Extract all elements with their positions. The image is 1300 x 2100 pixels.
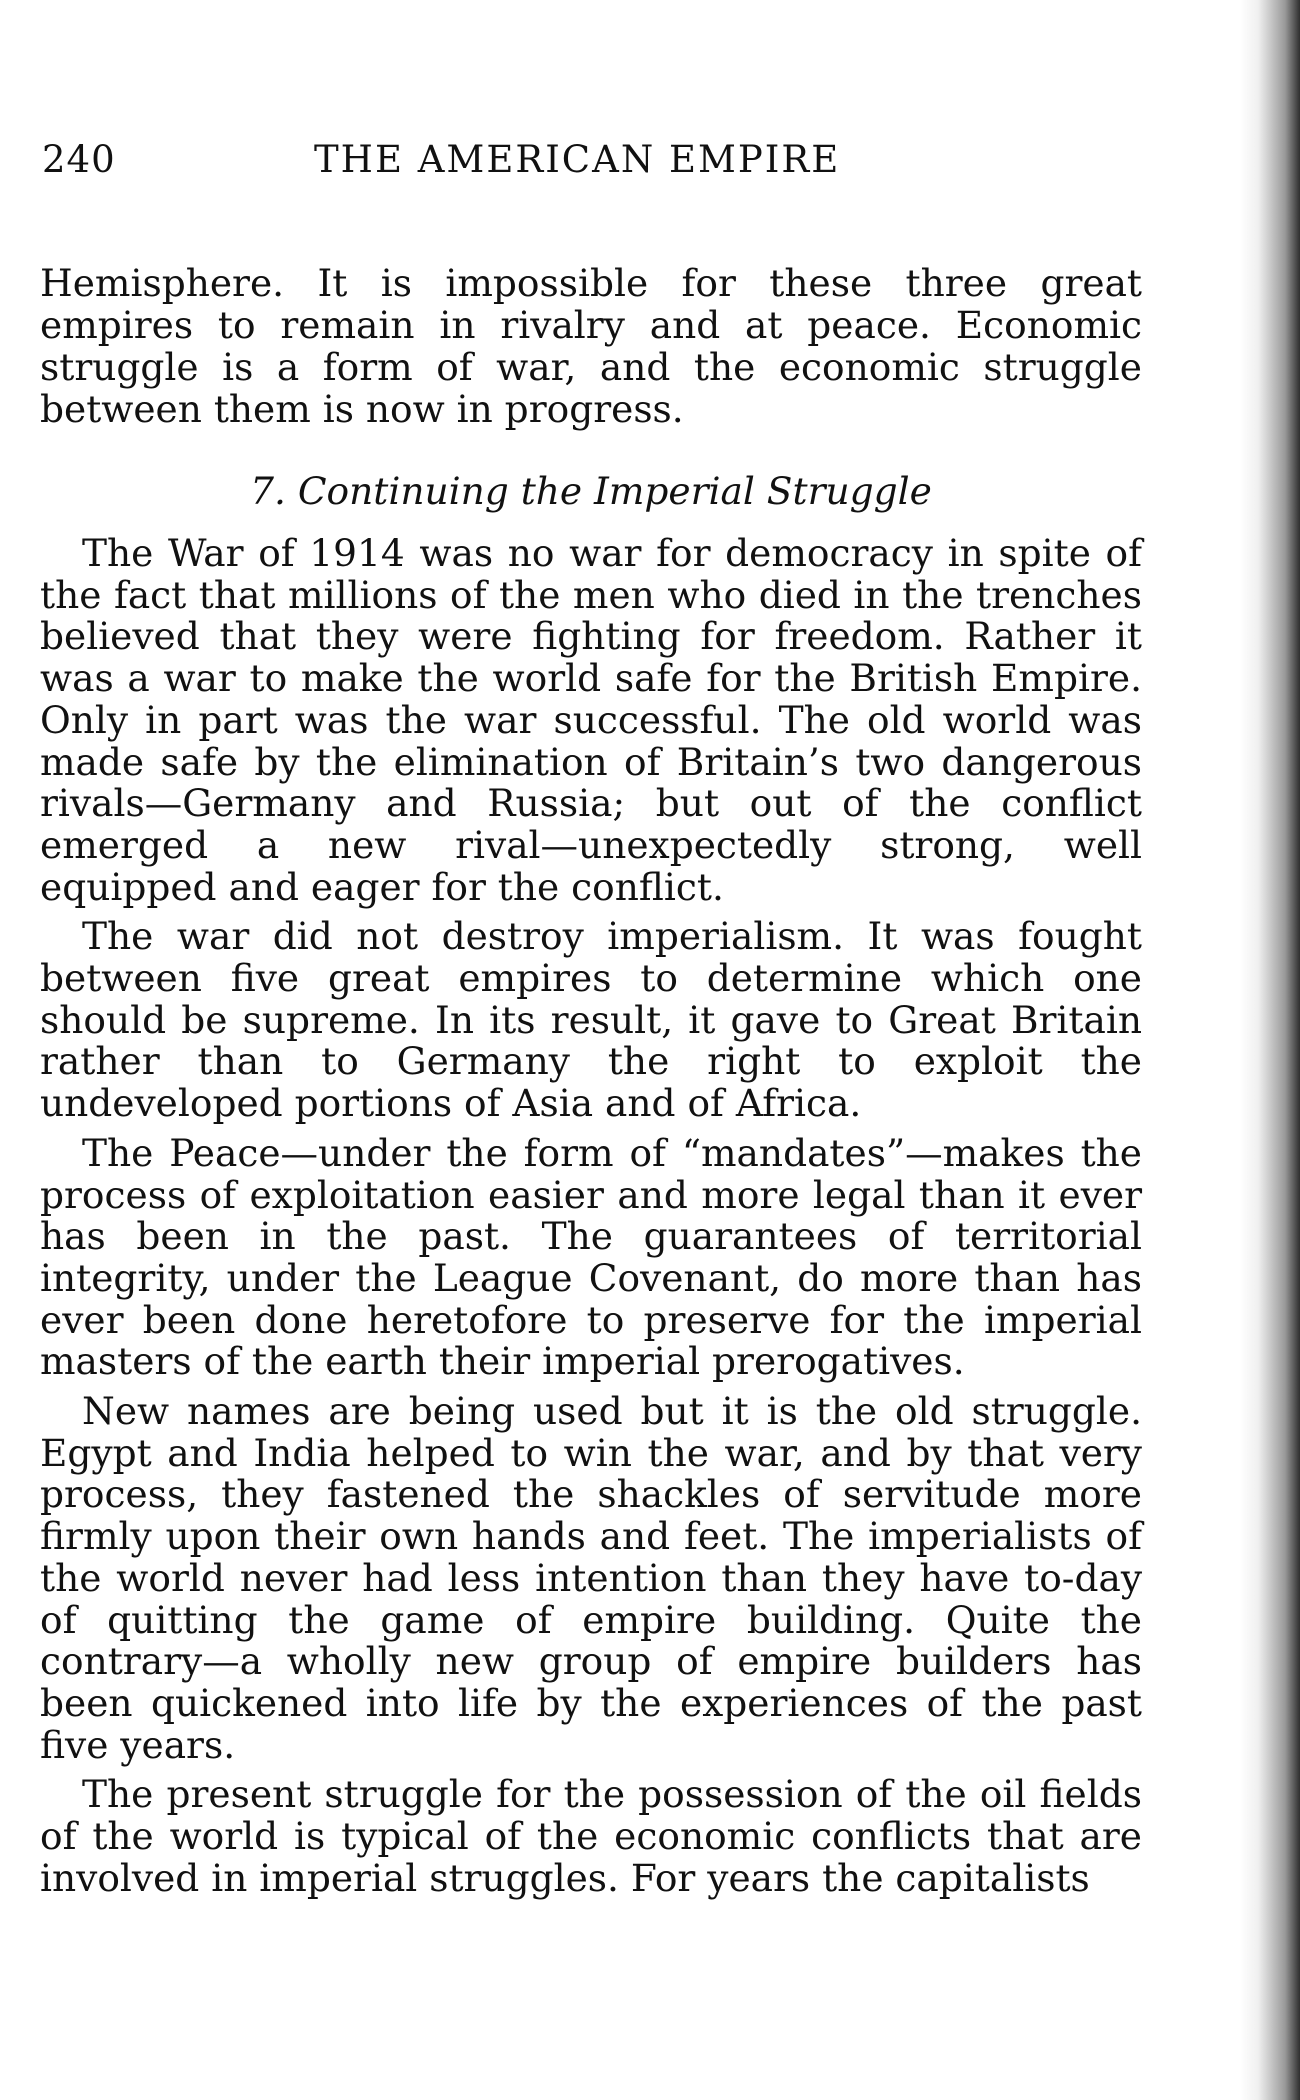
section-body xyxy=(40,533,1142,1908)
page-edge-shadow xyxy=(1240,0,1300,2100)
running-head xyxy=(42,138,1142,188)
paragraph: The War of 1914 was no war for democracy in spite of the fact that millions of the men who died in the trenches believed that they were fighting for freedom. Rather it was a war to make the world safe for the British Empire. Only in part was the war successful. The old world was made safe by the elimination of Britain’s two dangerous rivals—Germany and Russia; but out of the conflict emerged a new rival—unexpectedly strong, well equipped and eager for the conflict. xyxy=(40,531,1142,909)
paragraph: The present struggle for the possession of the oil fields of the world is typical of the economic conflicts that are involved in imperial struggles. For years the capitalists xyxy=(40,1772,1142,1900)
running-title: THE AMERICAN EMPIRE xyxy=(314,138,841,181)
section-heading: 7. Continuing the Imperial Struggle xyxy=(250,469,932,513)
page-number: 240 xyxy=(42,138,116,181)
paragraph: The war did not destroy imperialism. It was fought between five great empires to determine which one should be supreme. In its result, it gave to Great Britain rather than to Germany the right to exploit the undeveloped portions of Asia and of Africa. xyxy=(40,914,1142,1126)
opening-paragraph: Hemisphere. It is impossible for these three great empires to remain in rivalry and at peace. Economic struggle is a form of war, and the economic struggle between them is now in progress. xyxy=(40,261,1142,431)
paragraph: New names are being used but it is the old struggle. Egypt and India helped to win the war, and by that very process, they fastened the shackles of servitude more firmly upon their own hands and feet. The imperialists of the world never had less intention than they have to-day of quitting the game of empire building. Quite the contrary—a wholly new group of empire builders has been quickened into life by the experiences of the past five years. xyxy=(40,1389,1142,1767)
paragraph: The Peace—under the form of “mandates”—makes the process of exploitation easier and more legal than it ever has been in the past. The guarantees of territorial integrity, under the League Covenant, do more than has ever been done heretofore to preserve for the imperial masters of the earth their imperial prerogatives. xyxy=(40,1130,1142,1384)
